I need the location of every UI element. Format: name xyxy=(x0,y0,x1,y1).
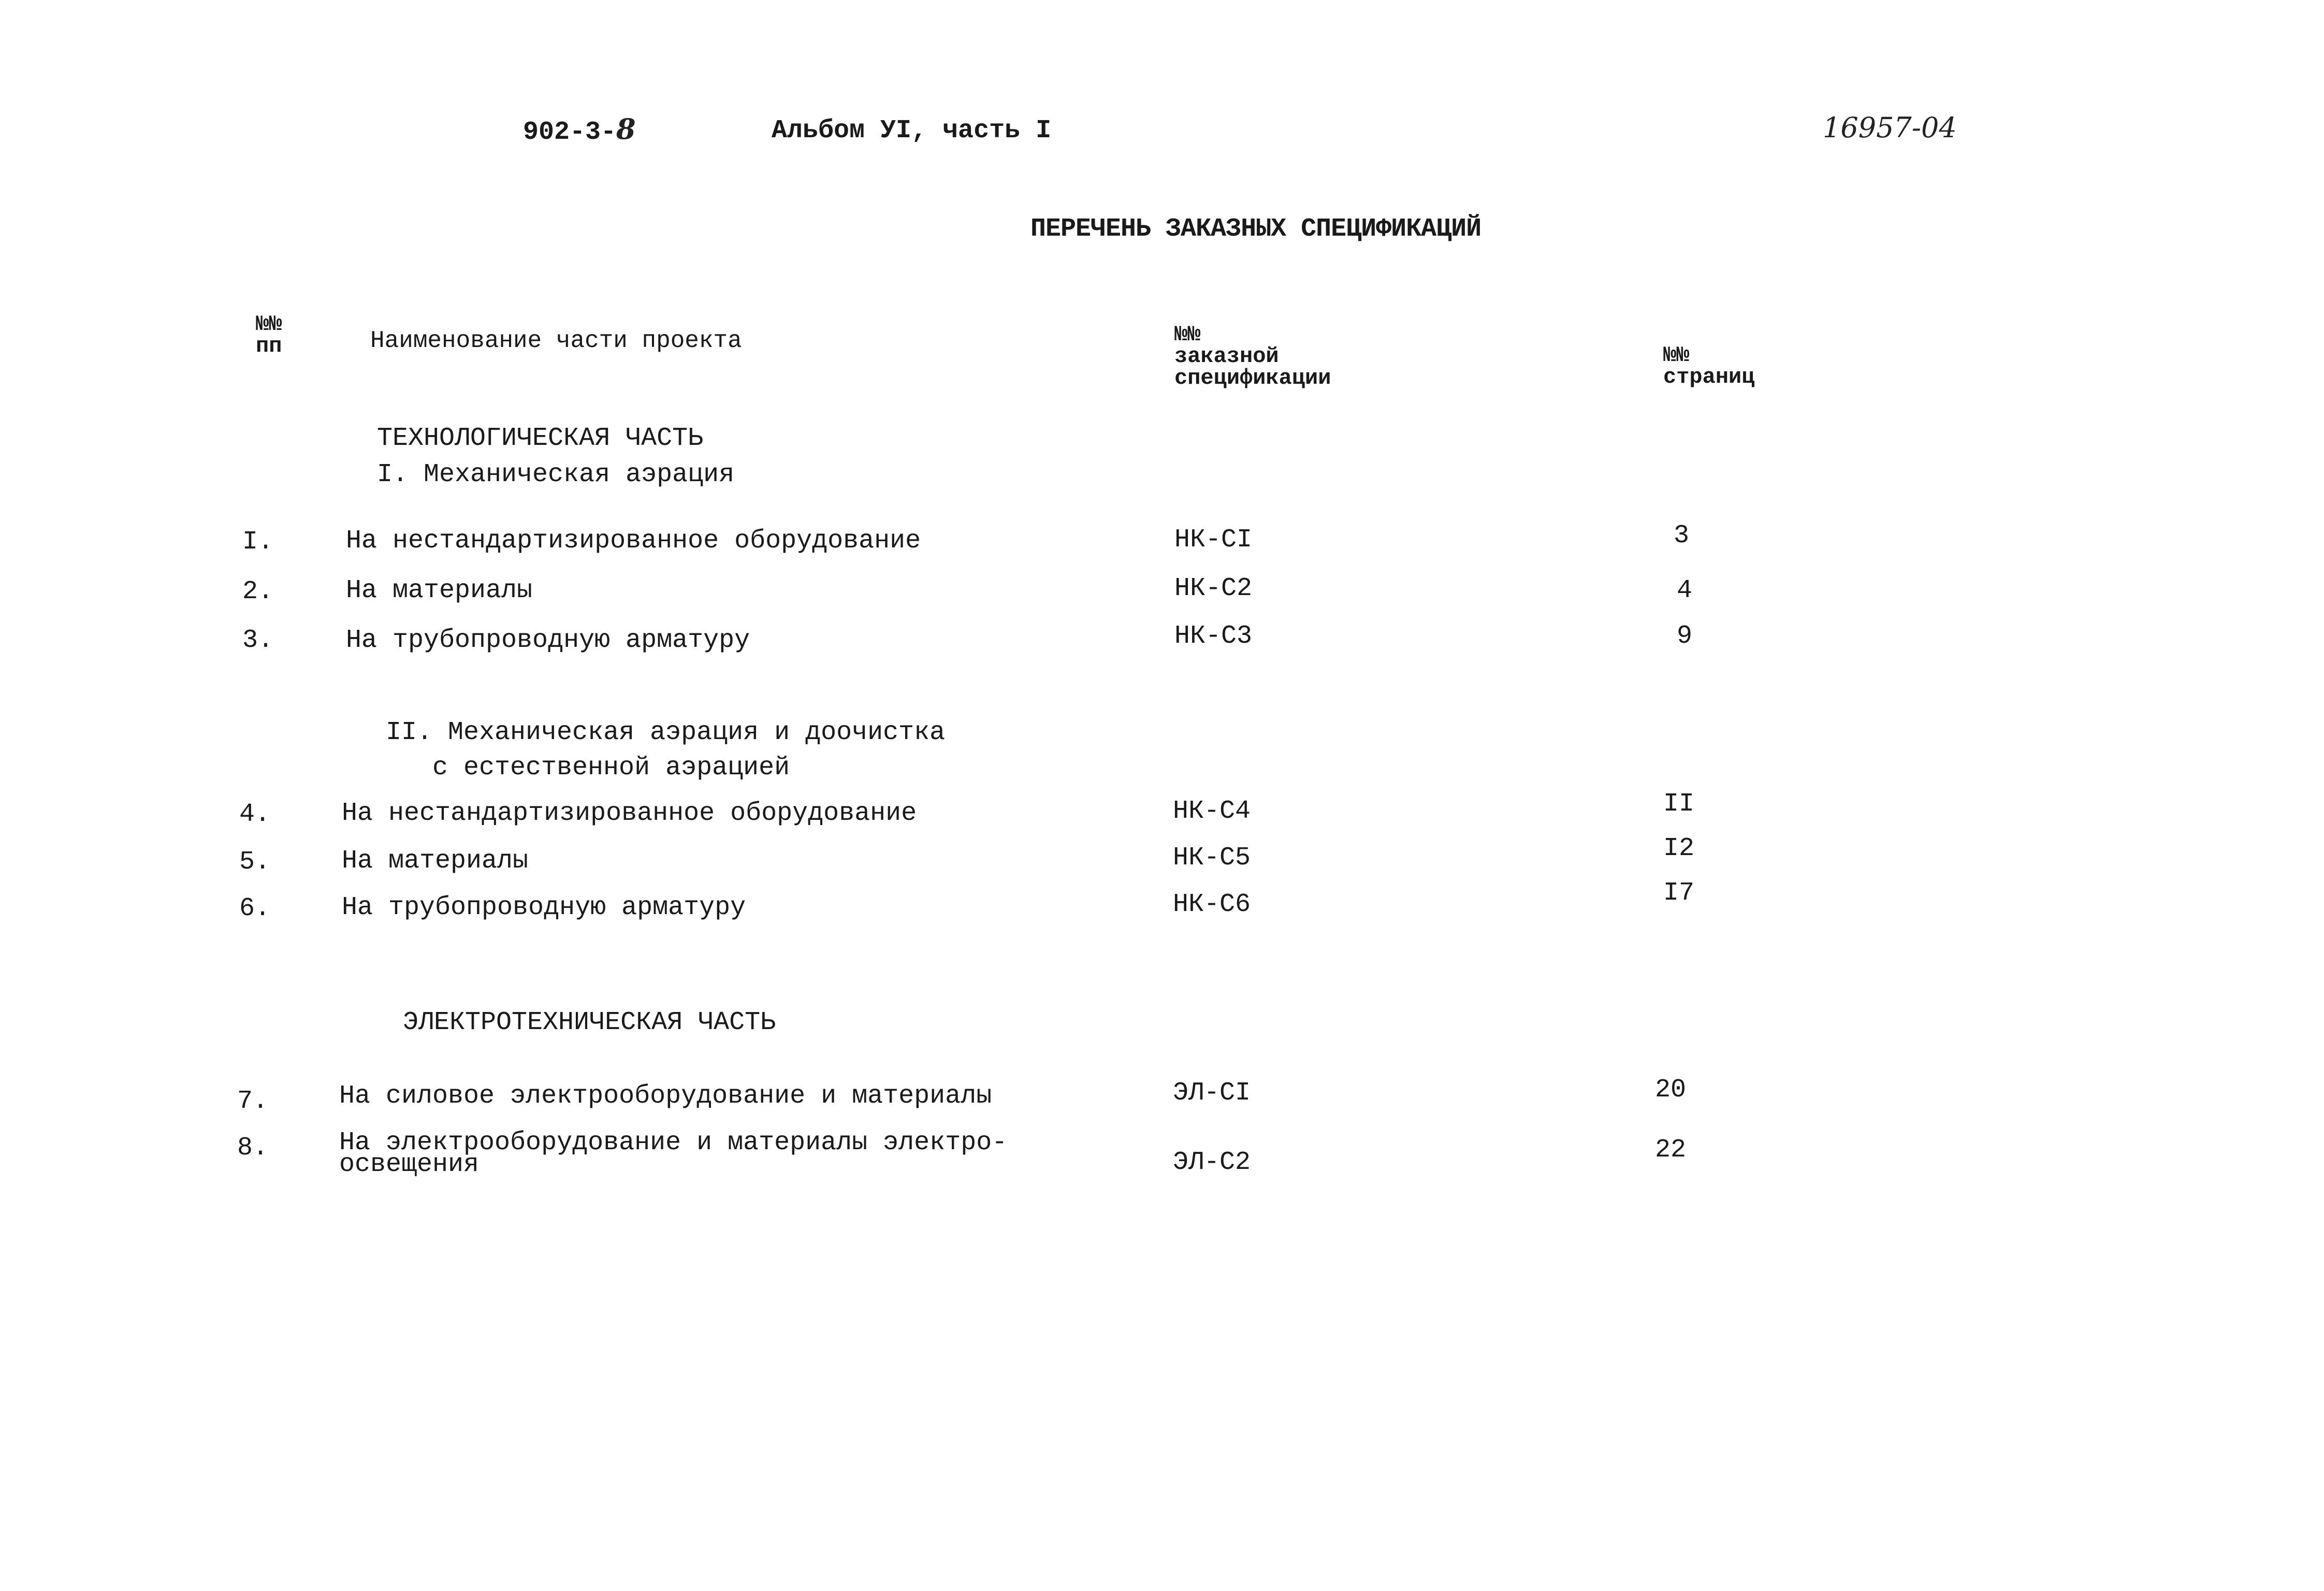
col-num-line2: пп xyxy=(256,334,282,358)
subsection-1: I. Механическая аэрация xyxy=(377,460,735,489)
row-page: I7 xyxy=(1663,878,1695,908)
row-spec: НК-С5 xyxy=(1173,843,1251,873)
col-spec-line2: заказной xyxy=(1174,344,1279,369)
row-name: На силовое электрооборудование и материалы xyxy=(339,1081,992,1111)
col-pages-header xyxy=(1663,344,1754,388)
section-elec: ЭЛЕКТРОТЕХНИЧЕСКАЯ ЧАСТЬ xyxy=(403,1008,776,1037)
subsection-2-line1: II. Механическая аэрация и доочистка xyxy=(386,718,946,747)
row-spec: ЭЛ-С2 xyxy=(1173,1148,1251,1177)
document-code-suffix: 8 xyxy=(616,112,636,146)
col-spec-line3: спецификации xyxy=(1174,366,1331,390)
row-num: I. xyxy=(242,527,274,557)
row-name: На материалы xyxy=(342,846,529,876)
row-name: На трубопроводную арматуру xyxy=(342,893,746,922)
col-pages-line1: №№ xyxy=(1663,343,1690,368)
row-name: На трубопроводную арматуру xyxy=(346,626,750,655)
section-tech: ТЕХНОЛОГИЧЕСКАЯ ЧАСТЬ xyxy=(377,424,704,453)
row-spec: НК-С2 xyxy=(1174,574,1253,603)
row-spec: ЭЛ-СI xyxy=(1173,1078,1251,1108)
row-num: 6. xyxy=(239,894,271,923)
col-spec-line1: №№ xyxy=(1174,322,1201,347)
row-spec: НК-СI xyxy=(1174,525,1253,555)
row-num: 3. xyxy=(242,626,274,655)
col-spec-header xyxy=(1174,324,1331,389)
archive-number: 16957-04 xyxy=(1823,111,1957,144)
row-num: 5. xyxy=(239,847,271,877)
row-num: 7. xyxy=(237,1087,269,1116)
row-spec: НК-С3 xyxy=(1174,621,1253,651)
row-page: 20 xyxy=(1655,1075,1687,1105)
row-name: На нестандартизированное оборудование xyxy=(346,526,921,556)
row-name-line2: освещения xyxy=(339,1150,480,1179)
document-code xyxy=(523,112,636,147)
document-code-text: 902-3- xyxy=(523,118,617,147)
row-num: 2. xyxy=(242,577,274,606)
row-page: 3 xyxy=(1674,521,1690,551)
row-page: II xyxy=(1663,789,1695,819)
album-label: Альбом УI, часть I xyxy=(772,116,1052,146)
page-title: ПЕРЕЧЕНЬ ЗАКАЗНЫХ СПЕЦИФИКАЦИЙ xyxy=(1030,214,1481,244)
row-name: На материалы xyxy=(346,576,533,605)
row-name: На нестандартизированное оборудование xyxy=(342,799,917,828)
row-page: I2 xyxy=(1663,834,1695,863)
row-name-line1: На электрооборудование и материалы электро- xyxy=(339,1128,1008,1158)
row-num: 4. xyxy=(239,800,271,829)
row-page: 9 xyxy=(1677,621,1693,651)
row-name-multiline xyxy=(339,1130,1007,1178)
col-num-line1: №№ xyxy=(256,312,282,337)
col-pages-line2: страниц xyxy=(1663,365,1755,389)
row-page: 4 xyxy=(1677,576,1693,605)
subsection-2-line2: с естественной аэрацией xyxy=(432,753,790,783)
row-num: 8. xyxy=(237,1133,269,1163)
col-name-header: Наименование части проекта xyxy=(370,327,742,354)
row-page: 22 xyxy=(1655,1135,1687,1165)
col-num-header xyxy=(256,313,282,357)
row-spec: НК-С4 xyxy=(1173,797,1251,826)
row-spec: НК-С6 xyxy=(1173,890,1251,919)
